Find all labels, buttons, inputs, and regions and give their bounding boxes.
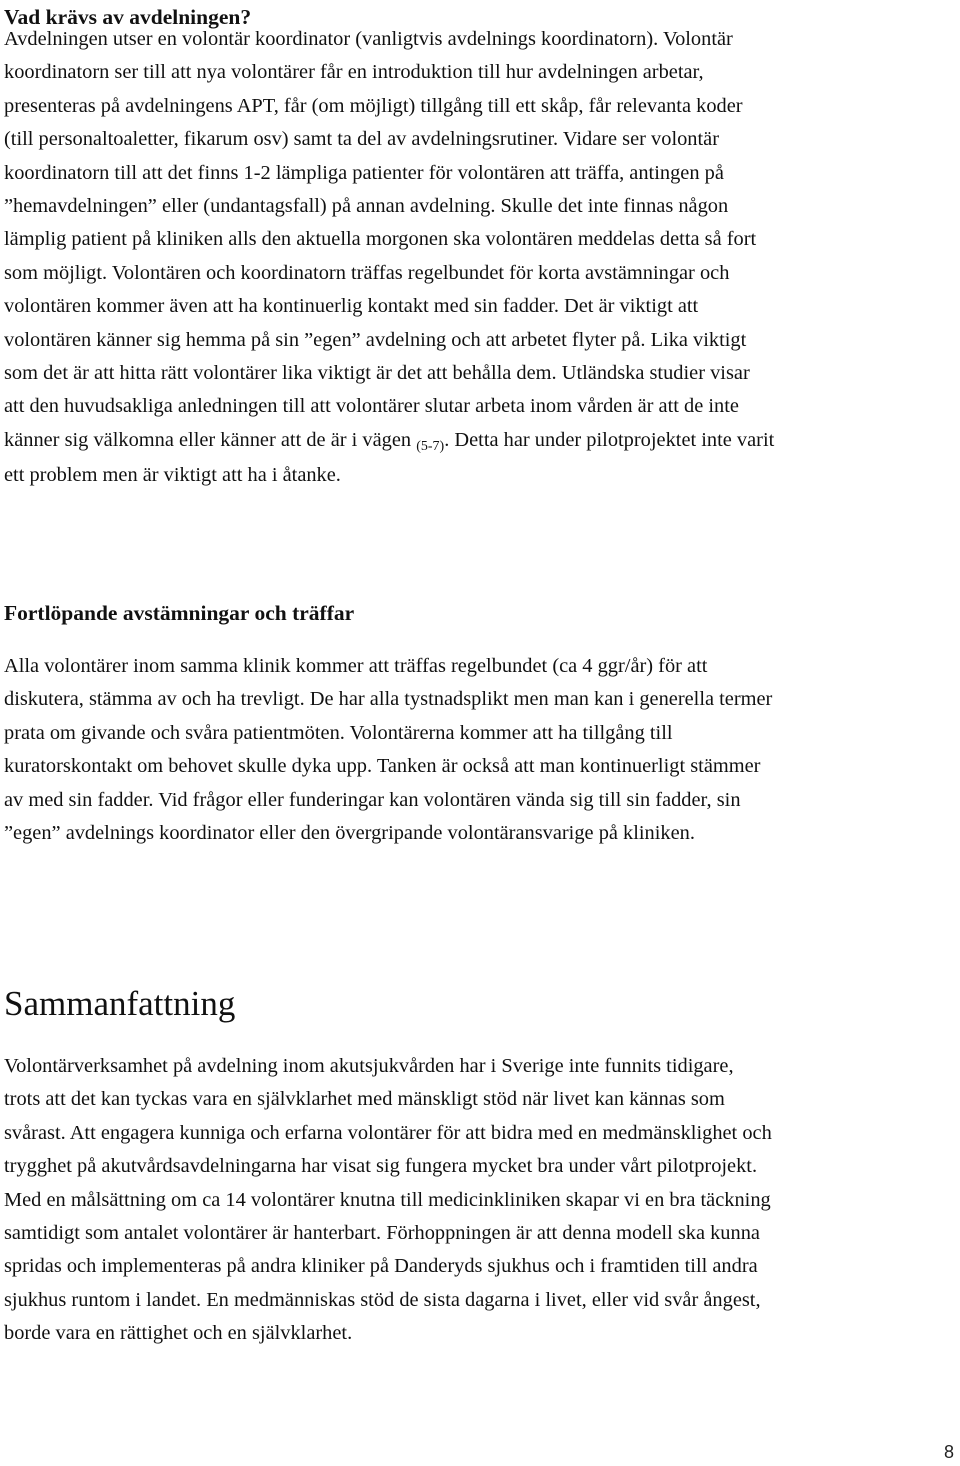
text-line: kuratorskontakt om behovet skulle dyka upp. Tanken är också att man kontinuerligt stämmer: [4, 755, 761, 778]
text-line: Volontärverksamhet på avdelning inom akutsjukvården har i Sverige inte funnits tidigare,: [4, 1055, 734, 1077]
text-line: spridas och implementeras på andra kliniker på Danderyds sjukhus och i framtiden till andra: [4, 1255, 758, 1278]
text-line: trots att det kan tyckas vara en självklarhet med mänskligt stöd när livet kan kännas som: [4, 1088, 725, 1111]
text-line: ”hemavdelningen” eller (undantagsfall) på annan avdelning. Skulle det inte finnas någon: [4, 195, 729, 218]
text-line: som det är att hitta rätt volontärer lika viktigt är det att behålla dem. Utländska studier visar: [4, 362, 750, 385]
line-text-after: . Detta har under pilotprojektet inte varit: [444, 428, 775, 451]
text-line: att den huvudsakliga anledningen till att volontärer slutar arbeta inom vården är att de inte: [4, 395, 739, 418]
text-line: borde vara en rättighet och en självklarhet.: [4, 1322, 353, 1345]
text-line: presenteras på avdelningens APT, får (om möjligt) tillgång till ett skåp, får relevanta koder: [4, 94, 743, 117]
text-line: samtidigt som antalet volontärer är hanterbart. Förhoppningen är att denna modell ska kunna: [4, 1222, 760, 1245]
section-heading-followups: Fortlöpande avstämningar och träffar: [4, 601, 355, 625]
text-line: av med sin fadder. Vid frågor eller funderingar kan volontären vända sig till sin fadder, sin: [4, 788, 741, 811]
text-line: ”egen” avdelnings koordinator eller den övergripande volontäransvarige på kliniken.: [4, 822, 695, 845]
text-line: sjukhus runtom i landet. En medmänniskas stöd de sista dagarna i livet, eller vid svår ångest,: [4, 1288, 761, 1311]
text-line: ett problem men är viktigt att ha i åtanke.: [4, 464, 341, 487]
section-heading-requirements: Vad krävs av avdelningen?: [4, 5, 252, 29]
text-line: Alla volontärer inom samma klinik kommer att träffas regelbundet (ca 4 ggr/år) för att: [4, 655, 708, 677]
text-line: som möjligt. Volontären och koordinatorn träffas regelbundet för korta avstämningar och: [4, 261, 730, 284]
text-line: diskutera, stämma av och ha trevligt. De har alla tystnadsplikt men man kan i generella termer: [4, 688, 773, 711]
reference-citation: (5-7): [416, 438, 445, 454]
paragraph-summary: [4, 1050, 958, 1351]
text-line: volontären känner sig hemma på sin ”egen” avdelning och att arbetet flyter på. Lika viktigt: [4, 328, 747, 351]
text-line: koordinatorn till att det finns 1-2 lämpliga patienter för volontären att träffa, antingen på: [4, 161, 724, 184]
text-line: volontären kommer även att ha kontinuerlig kontakt med sin fadder. Det är viktigt att: [4, 295, 699, 318]
line-text-before: känner sig välkomna eller känner att de är i vägen: [4, 428, 417, 451]
text-line: trygghet på akutvårdsavdelningarna har visat sig fungera mycket bra under vårt pilotprojekt.: [4, 1155, 758, 1178]
text-line: (till personaltoaletter, fikarum osv) samt ta del av avdelningsrutiner. Vidare ser volontär: [4, 128, 720, 151]
text-line: lämplig patient på kliniken alls den aktuella morgonen ska volontären meddelas detta så fort: [4, 228, 757, 251]
text-line: prata om givande och svåra patientmöten. Volontärerna kommer att ha tillgång till: [4, 721, 673, 744]
text-line: Avdelningen utser en volontär koordinator (vanligtvis avdelnings koordinatorn). Volontär: [4, 28, 733, 50]
page-number: 8: [943, 1442, 954, 1462]
text-line: Med en målsättning om ca 14 volontärer knutna till medicinkliniken skapar vi en bra täckning: [4, 1188, 771, 1211]
text-line-with-reference: [4, 424, 958, 459]
paragraph-followups: [4, 650, 958, 850]
text-line: svårast. Att engagera kunniga och erfarna volontärer för att bidra med en medmänsklighet och: [4, 1121, 772, 1144]
section-heading-summary: Sammanfattning: [4, 984, 236, 1023]
paragraph-requirements: [4, 23, 958, 493]
text-line: koordinatorn ser till att nya volontärer får en introduktion till hur avdelningen arbetar,: [4, 61, 704, 84]
